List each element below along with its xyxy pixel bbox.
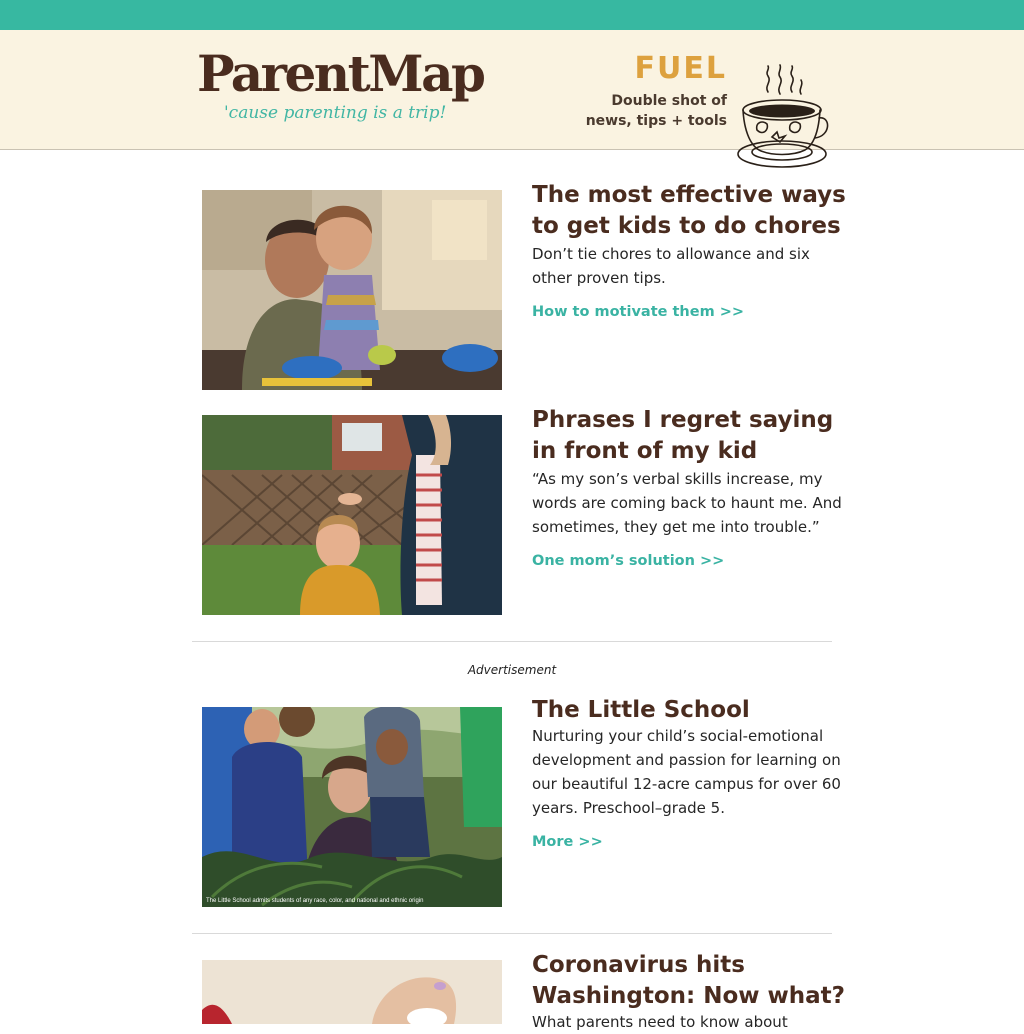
title-line[interactable]: in front of my kid (532, 438, 758, 464)
article-title-coronavirus[interactable] (532, 950, 852, 1012)
top-accent-bar (0, 0, 1024, 30)
title-line[interactable]: Coronavirus hits (532, 952, 745, 978)
desc-line: Nurturing your child’s social-emotional (532, 727, 824, 745)
section-divider (192, 641, 832, 642)
ad-more-link[interactable]: More >> (532, 834, 603, 850)
fuel-subtitle-line: Double shot of (611, 93, 727, 109)
title-line[interactable]: Washington: Now what? (532, 983, 846, 1009)
desc-line: our beautiful 12-acre campus for over 60 (532, 775, 841, 793)
parentmap-logo[interactable]: ParentMap (197, 44, 484, 103)
fuel-subtitle-line: news, tips + tools (585, 113, 727, 129)
title-line[interactable]: The most effective ways (532, 182, 846, 208)
title-line[interactable]: Phrases I regret saying (532, 407, 834, 433)
article-image-phrases[interactable] (202, 415, 502, 615)
article-desc-coronavirus (532, 1010, 842, 1034)
ad-description (532, 724, 842, 820)
fuel-title: FUEL (634, 51, 727, 86)
logo-tagline: 'cause parenting is a trip! (224, 103, 447, 123)
desc-line: other proven tips. (532, 269, 666, 287)
article-link-chores[interactable]: How to motivate them >> (532, 304, 745, 320)
header (0, 30, 1024, 150)
ad-image-caption: The Little School admits students of any race, color, and national and ethnic origin (206, 898, 424, 904)
title-line[interactable]: to get kids to do chores (532, 213, 841, 239)
article-image-coronavirus[interactable] (202, 960, 502, 1024)
ad-image-little-school[interactable] (202, 707, 502, 907)
section-divider (192, 933, 832, 934)
article-desc-chores (532, 242, 842, 290)
desc-line: Don’t tie chores to allowance and six (532, 245, 810, 263)
article-title-chores[interactable] (532, 180, 852, 242)
desc-line: “As my son’s verbal skills increase, my (532, 470, 823, 488)
desc-line: words are coming back to haunt me. And (532, 494, 842, 512)
advertisement-label: Advertisement (467, 663, 557, 677)
desc-line: What parents need to know about (532, 1013, 788, 1031)
fuel-subtitle (580, 91, 727, 131)
ad-title[interactable]: The Little School (532, 697, 750, 723)
desc-line: years. Preschool–grade 5. (532, 799, 725, 817)
article-image-chores[interactable] (202, 190, 502, 390)
article-title-phrases[interactable] (532, 405, 852, 467)
desc-line: development and passion for learning on (532, 751, 841, 769)
article-desc-phrases (532, 467, 842, 539)
article-link-phrases[interactable]: One mom’s solution >> (532, 553, 725, 569)
desc-line: sometimes, they get me into trouble.” (532, 518, 820, 536)
coffee-cup-icon (735, 64, 829, 172)
